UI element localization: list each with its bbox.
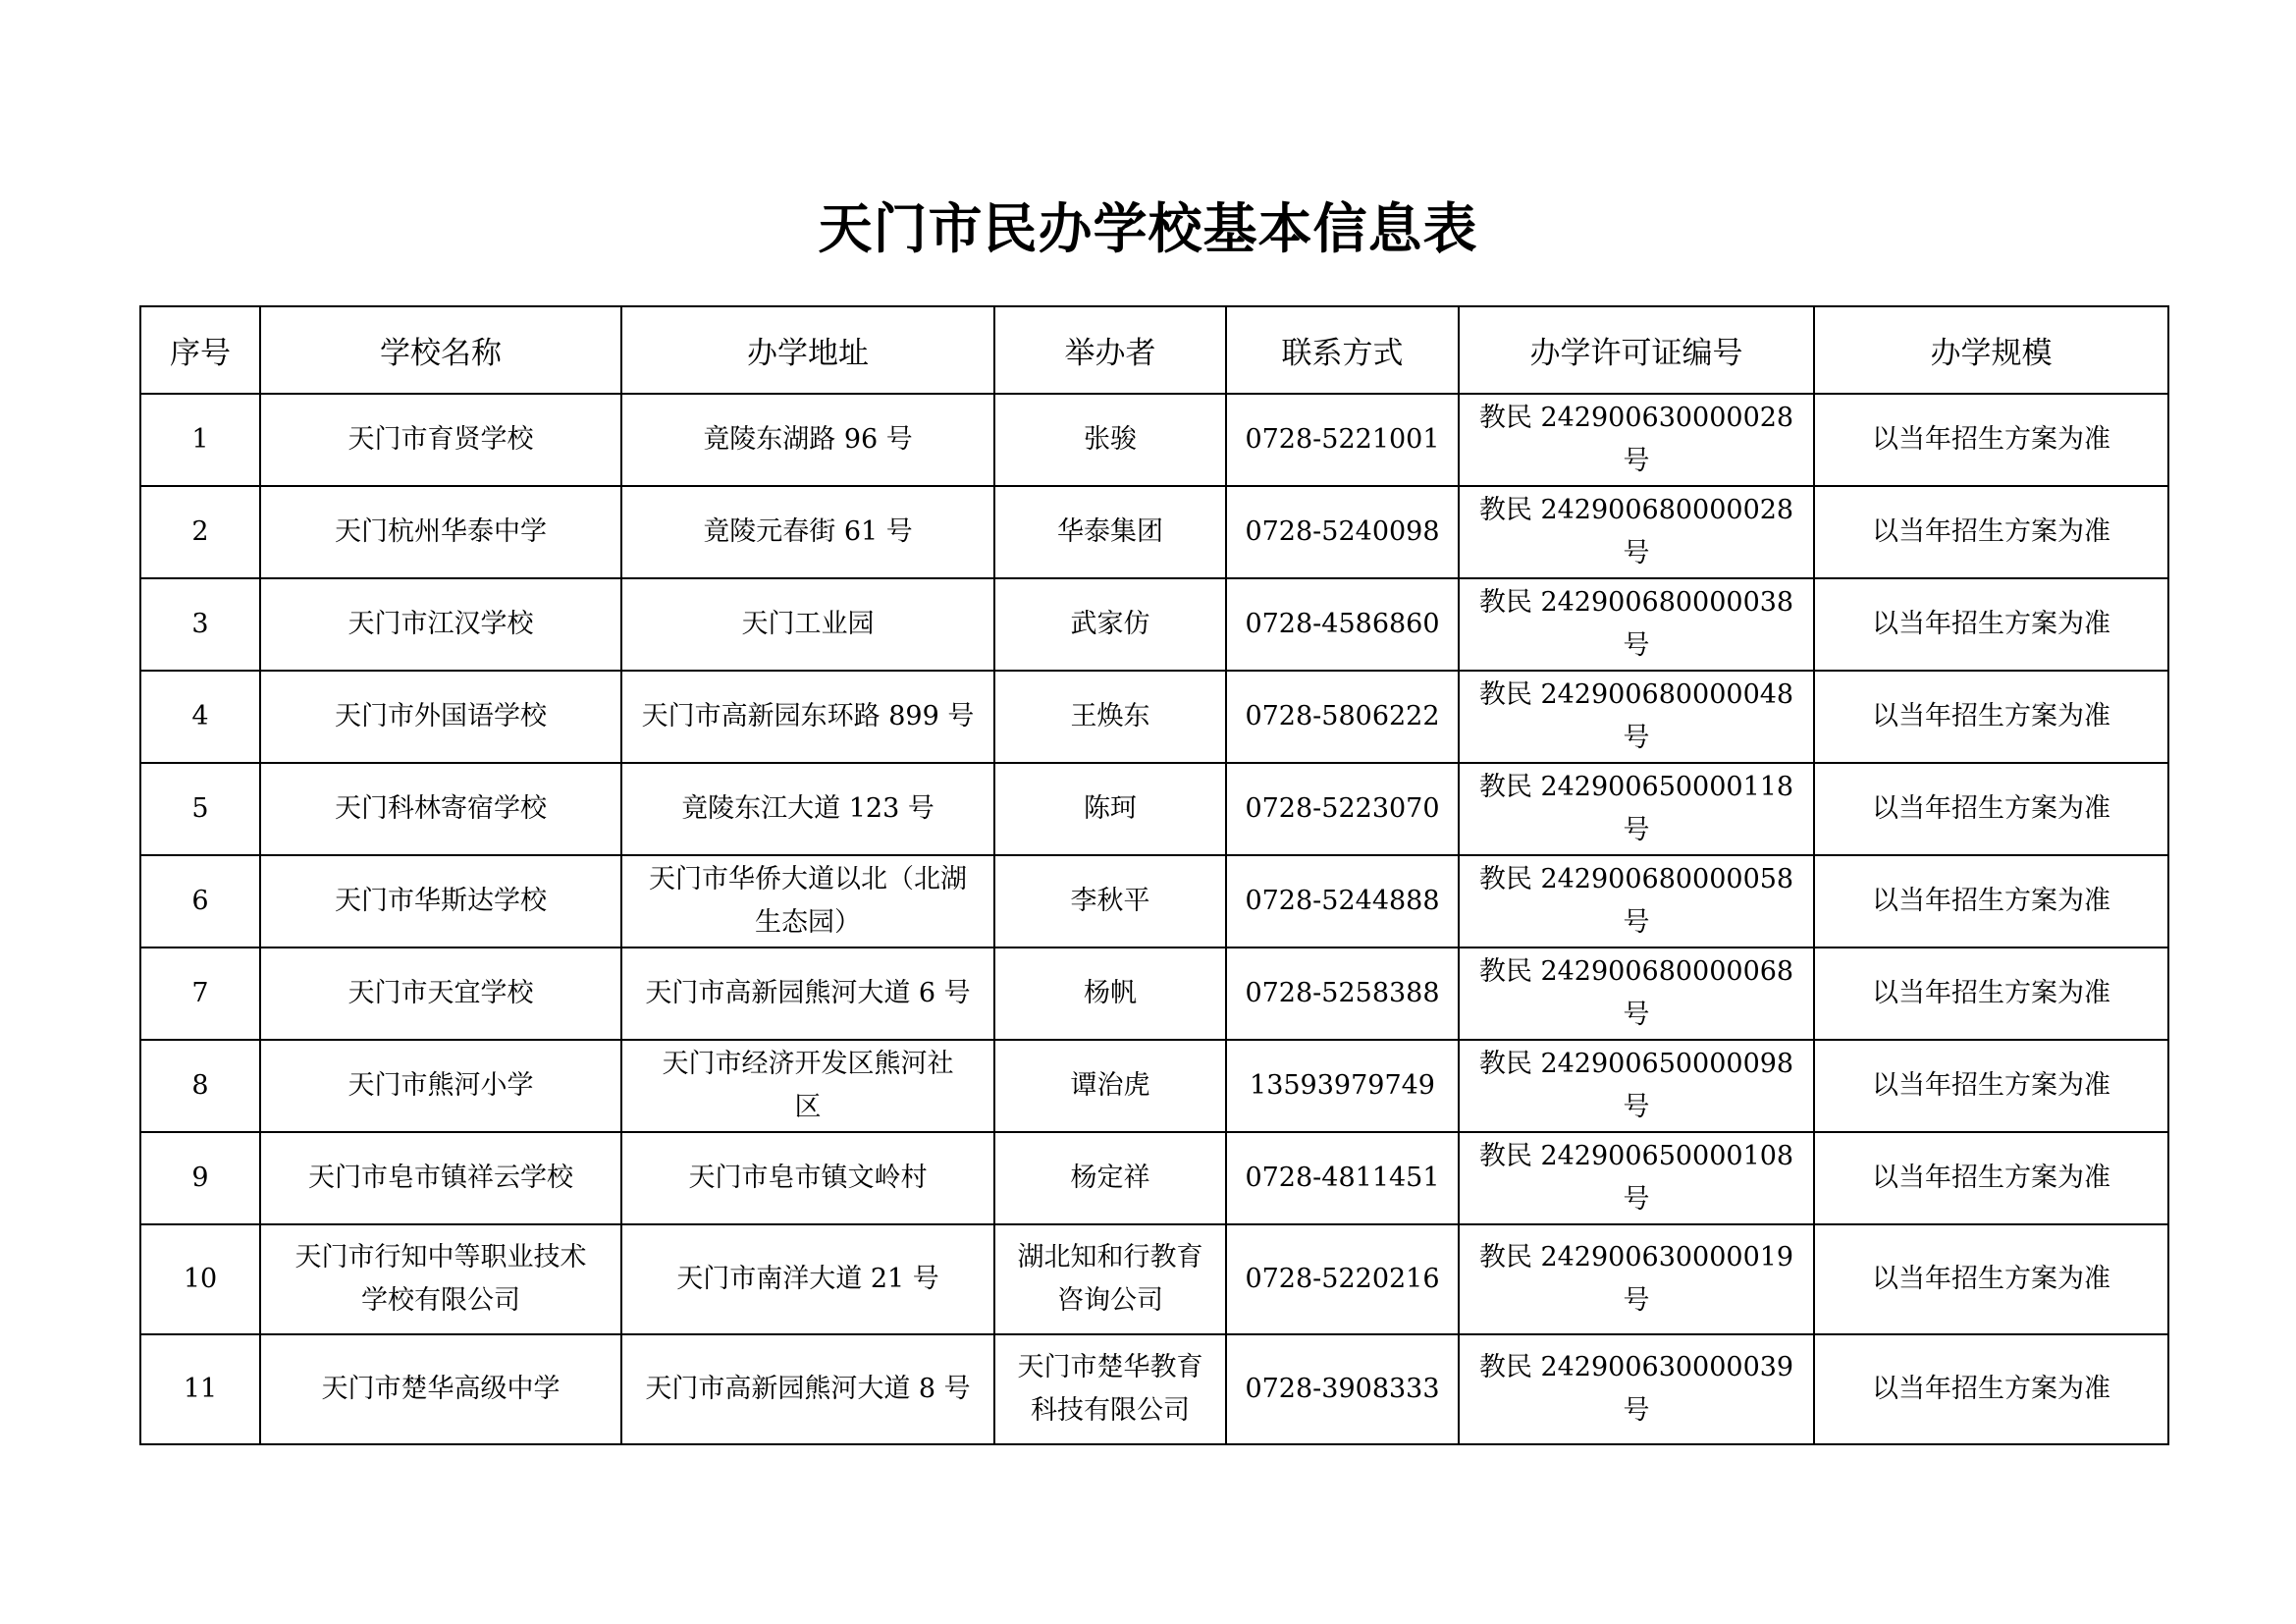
table-row	[140, 578, 2168, 671]
cell-school-scale: 以当年招生方案为准	[1814, 1040, 2168, 1132]
cell-school-address: 天门市经济开发区熊河社 区	[621, 1040, 994, 1132]
cell-school-scale: 以当年招生方案为准	[1814, 394, 2168, 486]
cell-school-address: 天门市皂市镇文岭村	[621, 1132, 994, 1224]
cell-school-scale: 以当年招生方案为准	[1814, 947, 2168, 1040]
cell-school-address: 天门市高新园熊河大道 6 号	[621, 947, 994, 1040]
cell-organizer: 谭治虎	[994, 1040, 1226, 1132]
table-row	[140, 486, 2168, 578]
cell-organizer: 张骏	[994, 394, 1226, 486]
table-row	[140, 394, 2168, 486]
cell-school-name: 天门市楚华高级中学	[260, 1334, 621, 1444]
cell-school-scale: 以当年招生方案为准	[1814, 1334, 2168, 1444]
cell-school-name: 天门市天宜学校	[260, 947, 621, 1040]
cell-serial-number: 1	[140, 394, 260, 486]
cell-organizer: 李秋平	[994, 855, 1226, 947]
cell-school-address: 天门市南洋大道 21 号	[621, 1224, 994, 1334]
cell-school-address: 天门市高新园东环路 899 号	[621, 671, 994, 763]
school-info-table	[139, 305, 2169, 1445]
cell-license-number: 教民 242900680000028 号	[1459, 486, 1814, 578]
cell-license-number: 教民 242900680000048 号	[1459, 671, 1814, 763]
cell-contact: 0728-4811451	[1226, 1132, 1459, 1224]
cell-organizer: 陈珂	[994, 763, 1226, 855]
cell-serial-number: 11	[140, 1334, 260, 1444]
cell-serial-number: 5	[140, 763, 260, 855]
cell-school-scale: 以当年招生方案为准	[1814, 1224, 2168, 1334]
table-row	[140, 671, 2168, 763]
cell-license-number: 教民 242900630000028 号	[1459, 394, 1814, 486]
cell-serial-number: 6	[140, 855, 260, 947]
cell-school-name: 天门市皂市镇祥云学校	[260, 1132, 621, 1224]
table-row	[140, 763, 2168, 855]
table-row	[140, 855, 2168, 947]
cell-school-scale: 以当年招生方案为准	[1814, 855, 2168, 947]
cell-school-address: 竟陵元春街 61 号	[621, 486, 994, 578]
header-organizer: 举办者	[994, 306, 1226, 394]
cell-serial-number: 8	[140, 1040, 260, 1132]
cell-contact: 0728-3908333	[1226, 1334, 1459, 1444]
cell-school-name: 天门市华斯达学校	[260, 855, 621, 947]
cell-organizer: 武家仿	[994, 578, 1226, 671]
cell-organizer: 王焕东	[994, 671, 1226, 763]
cell-school-address: 天门市高新园熊河大道 8 号	[621, 1334, 994, 1444]
cell-school-name: 天门市熊河小学	[260, 1040, 621, 1132]
cell-license-number: 教民 242900650000118 号	[1459, 763, 1814, 855]
cell-serial-number: 4	[140, 671, 260, 763]
cell-license-number: 教民 242900650000098 号	[1459, 1040, 1814, 1132]
table-body	[140, 394, 2168, 1444]
cell-license-number: 教民 242900680000068 号	[1459, 947, 1814, 1040]
header-serial-number: 序号	[140, 306, 260, 394]
header-school-name: 学校名称	[260, 306, 621, 394]
cell-contact: 0728-5258388	[1226, 947, 1459, 1040]
cell-school-name: 天门科林寄宿学校	[260, 763, 621, 855]
cell-license-number: 教民 242900680000058 号	[1459, 855, 1814, 947]
cell-school-scale: 以当年招生方案为准	[1814, 486, 2168, 578]
table-row	[140, 1040, 2168, 1132]
cell-school-name: 天门市外国语学校	[260, 671, 621, 763]
header-license-number: 办学许可证编号	[1459, 306, 1814, 394]
cell-contact: 0728-5806222	[1226, 671, 1459, 763]
cell-organizer: 杨定祥	[994, 1132, 1226, 1224]
header-contact: 联系方式	[1226, 306, 1459, 394]
table-row	[140, 1132, 2168, 1224]
page-title: 天门市民办学校基本信息表	[818, 196, 1478, 260]
cell-serial-number: 7	[140, 947, 260, 1040]
cell-contact: 0728-4586860	[1226, 578, 1459, 671]
cell-contact: 13593979749	[1226, 1040, 1459, 1132]
cell-serial-number: 3	[140, 578, 260, 671]
cell-school-address: 天门市华侨大道以北（北湖 生态园）	[621, 855, 994, 947]
cell-serial-number: 10	[140, 1224, 260, 1334]
cell-organizer: 湖北知和行教育 咨询公司	[994, 1224, 1226, 1334]
cell-organizer: 天门市楚华教育 科技有限公司	[994, 1334, 1226, 1444]
cell-school-name: 天门市育贤学校	[260, 394, 621, 486]
cell-school-scale: 以当年招生方案为准	[1814, 671, 2168, 763]
cell-school-scale: 以当年招生方案为准	[1814, 1132, 2168, 1224]
cell-contact: 0728-5244888	[1226, 855, 1459, 947]
cell-serial-number: 9	[140, 1132, 260, 1224]
table-row	[140, 1224, 2168, 1334]
header-school-scale: 办学规模	[1814, 306, 2168, 394]
cell-school-address: 天门工业园	[621, 578, 994, 671]
cell-license-number: 教民 242900630000019 号	[1459, 1224, 1814, 1334]
cell-school-scale: 以当年招生方案为准	[1814, 578, 2168, 671]
cell-contact: 0728-5220216	[1226, 1224, 1459, 1334]
cell-school-name: 天门市江汉学校	[260, 578, 621, 671]
cell-organizer: 华泰集团	[994, 486, 1226, 578]
cell-school-name: 天门杭州华泰中学	[260, 486, 621, 578]
cell-serial-number: 2	[140, 486, 260, 578]
cell-school-address: 竟陵东江大道 123 号	[621, 763, 994, 855]
table-header-row	[140, 306, 2168, 394]
cell-contact: 0728-5223070	[1226, 763, 1459, 855]
cell-organizer: 杨帆	[994, 947, 1226, 1040]
table-row	[140, 947, 2168, 1040]
cell-license-number: 教民 242900680000038 号	[1459, 578, 1814, 671]
cell-contact: 0728-5221001	[1226, 394, 1459, 486]
cell-school-address: 竟陵东湖路 96 号	[621, 394, 994, 486]
cell-school-scale: 以当年招生方案为准	[1814, 763, 2168, 855]
cell-contact: 0728-5240098	[1226, 486, 1459, 578]
header-school-address: 办学地址	[621, 306, 994, 394]
cell-license-number: 教民 242900650000108 号	[1459, 1132, 1814, 1224]
table-row	[140, 1334, 2168, 1444]
cell-school-name: 天门市行知中等职业技术 学校有限公司	[260, 1224, 621, 1334]
cell-license-number: 教民 242900630000039 号	[1459, 1334, 1814, 1444]
